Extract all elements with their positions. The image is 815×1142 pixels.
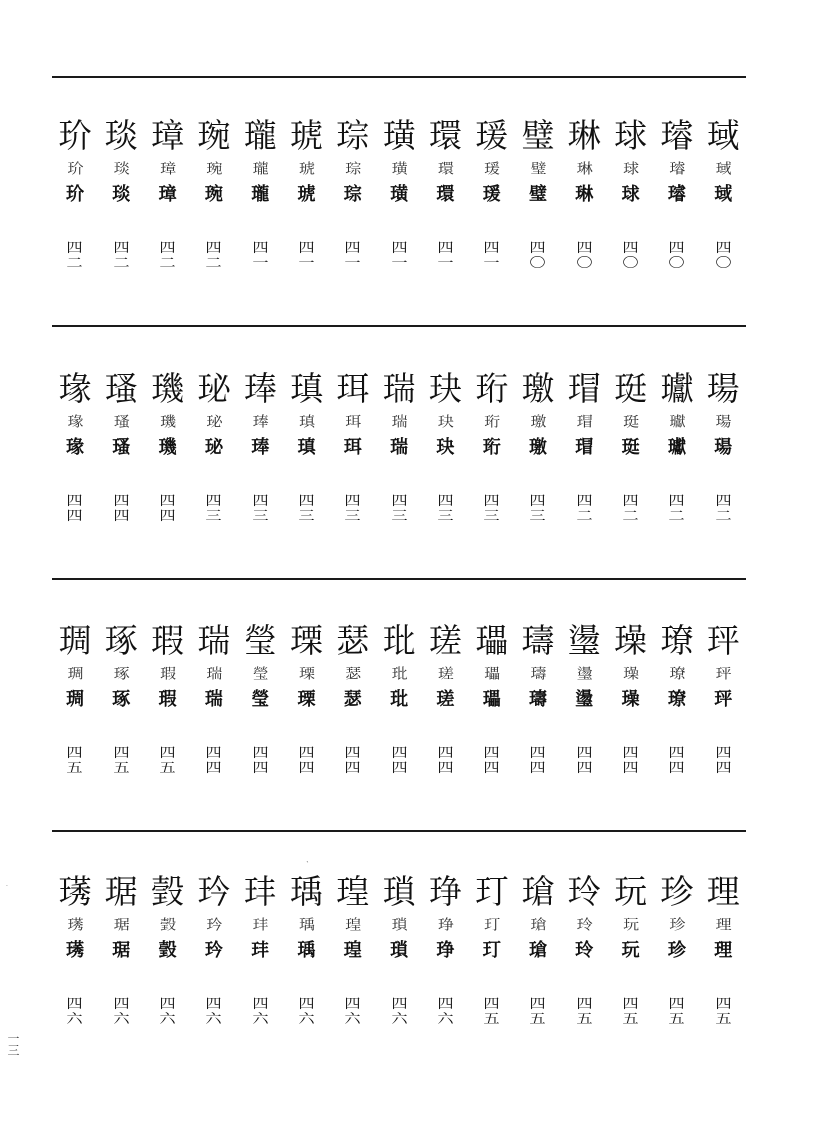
regular-script-character: 琳 xyxy=(567,116,601,155)
seal-script-character: 球 xyxy=(623,160,639,178)
regular-script-character: 瑮 xyxy=(290,621,323,660)
seal-script-character: 瑞 xyxy=(391,413,407,431)
small-bold-character: 璋 xyxy=(158,184,177,205)
page-reference-number: 四 〇 xyxy=(715,241,732,271)
seal-script-character: 玩 xyxy=(623,916,639,934)
small-bold-character: 璿 xyxy=(667,184,686,205)
page-reference-number: 四 〇 xyxy=(529,241,547,271)
seal-script-character: 玦 xyxy=(437,413,453,431)
page-reference-number: 四 四 xyxy=(390,746,408,776)
small-bold-character: 玪 xyxy=(204,940,223,961)
small-bold-character: 瑕 xyxy=(158,689,177,710)
seal-script-character: 琰 xyxy=(113,160,129,178)
seal-script-character: 珌 xyxy=(206,413,222,431)
seal-script-character: 瑟 xyxy=(345,665,361,683)
regular-script-character: 瑩 xyxy=(243,621,277,660)
small-bold-character: 珩 xyxy=(482,437,501,458)
page-reference-number: 四 六 xyxy=(66,997,84,1027)
regular-script-character: 璹 xyxy=(521,621,555,660)
regular-script-character: 玲 xyxy=(567,872,601,911)
regular-script-character: 璬 xyxy=(521,369,555,408)
page-reference-number: 四 四 xyxy=(483,746,500,776)
regular-script-character: 琥 xyxy=(290,116,323,155)
page-reference-number: 四 五 xyxy=(576,997,593,1027)
small-bold-character: 璓 xyxy=(66,940,84,961)
seal-script-character: 瑲 xyxy=(530,916,546,934)
seal-script-character: 琢 xyxy=(113,665,129,683)
regular-script-character: 琫 xyxy=(243,369,277,408)
seal-script-character: 瑵 xyxy=(113,413,129,431)
regular-script-character: 珩 xyxy=(475,369,509,408)
regular-script-character: 瑳 xyxy=(428,621,462,660)
regular-script-character: 璓 xyxy=(58,872,92,911)
row-section-4 xyxy=(52,870,746,1100)
small-bold-character: 瑀 xyxy=(297,940,316,961)
seal-script-character: 琬 xyxy=(206,160,222,178)
page-reference-number: 四 六 xyxy=(113,997,130,1027)
regular-script-character: 璣 xyxy=(151,369,185,408)
small-bold-character: 瑮 xyxy=(297,689,316,710)
regular-script-character: 玩 xyxy=(614,872,648,911)
small-bold-character: 瑑 xyxy=(66,437,84,458)
page-reference-number: 四 五 xyxy=(159,746,176,776)
page-reference-number: 四 一 xyxy=(252,241,269,271)
seal-script-character: 璙 xyxy=(669,665,685,683)
page-reference-number: 四 四 xyxy=(205,746,223,776)
page-reference-number: 四 四 xyxy=(159,494,176,524)
page-reference-number: 四 六 xyxy=(205,997,223,1027)
seal-script-character: 瑁 xyxy=(576,413,592,431)
page-reference-number: 四 一 xyxy=(483,241,500,271)
small-bold-character: 玠 xyxy=(66,184,84,205)
page-reference-number: 四 四 xyxy=(529,746,547,776)
seal-script-character: 珍 xyxy=(669,916,685,934)
regular-script-character: 璋 xyxy=(151,116,185,155)
seal-script-character: 瑒 xyxy=(715,413,731,431)
regular-script-character: 琬 xyxy=(197,116,231,155)
page-reference-number: 四 三 xyxy=(205,494,223,524)
regular-script-character: 環 xyxy=(428,116,462,155)
page-reference-number: 四 四 xyxy=(668,746,686,776)
regular-script-character: 璜 xyxy=(382,116,416,155)
regular-script-character: 玪 xyxy=(197,872,231,911)
scan-mark: ` xyxy=(306,861,310,869)
page-reference-number: 四 六 xyxy=(390,997,408,1027)
small-bold-character: 琰 xyxy=(112,184,131,205)
small-bold-character: 璪 xyxy=(621,689,640,710)
edge-tick: · xyxy=(6,883,8,890)
small-bold-character: 瓛 xyxy=(667,437,686,458)
seal-script-character: 玲 xyxy=(576,916,592,934)
regular-script-character: 玎 xyxy=(475,872,509,911)
regular-script-character: 琙 xyxy=(706,116,740,155)
seal-script-character: 玭 xyxy=(391,665,407,683)
seal-script-character: 玤 xyxy=(252,916,268,934)
small-bold-character: 珍 xyxy=(667,940,686,961)
regular-script-character: 瓏 xyxy=(243,116,277,155)
seal-script-character: 瑩 xyxy=(252,665,268,683)
regular-script-character: 瓃 xyxy=(475,621,509,660)
small-bold-character: 璹 xyxy=(529,689,547,710)
seal-script-character: 琚 xyxy=(113,916,129,934)
small-bold-character: 瑝 xyxy=(343,940,362,961)
small-bold-character: 玩 xyxy=(621,940,640,961)
small-bold-character: 琳 xyxy=(575,184,594,205)
small-bold-character: 瑴 xyxy=(158,940,177,961)
small-bold-character: 玤 xyxy=(251,940,270,961)
seal-script-character: 瑱 xyxy=(298,413,314,431)
page-reference-number: 四 三 xyxy=(437,494,454,524)
small-bold-character: 瑒 xyxy=(714,437,733,458)
regular-script-character: 琮 xyxy=(336,116,370,155)
small-bold-character: 瓏 xyxy=(251,184,270,205)
row-section-1 xyxy=(52,114,746,344)
seal-script-character: 瑕 xyxy=(160,665,176,683)
small-bold-character: 瑵 xyxy=(112,437,131,458)
seal-script-character: 瓛 xyxy=(669,413,685,431)
seal-script-character: 琳 xyxy=(576,160,592,178)
regular-script-character: 珌 xyxy=(197,369,231,408)
page-reference-number: 四 四 xyxy=(622,746,639,776)
small-bold-character: 瑳 xyxy=(436,689,455,710)
seal-script-character: 珽 xyxy=(623,413,639,431)
regular-script-character: 瑕 xyxy=(151,621,185,660)
page-reference-number: 四 二 xyxy=(715,494,732,524)
page-reference-number: 四 四 xyxy=(113,494,130,524)
rule-1 xyxy=(52,76,746,78)
small-bold-character: 璜 xyxy=(390,184,409,205)
page-reference-number: 四 六 xyxy=(252,997,269,1027)
page-reference-number: 四 六 xyxy=(437,997,454,1027)
seal-script-character: 玠 xyxy=(67,160,83,178)
seal-script-character: 瑞 xyxy=(206,665,222,683)
page-reference-number: 四 一 xyxy=(344,241,361,271)
small-bold-character: 琫 xyxy=(251,437,270,458)
seal-script-character: 瑴 xyxy=(160,916,176,934)
small-bold-character: 環 xyxy=(436,184,455,205)
regular-script-character: 瑵 xyxy=(104,369,138,408)
regular-script-character: 瑣 xyxy=(382,872,416,911)
regular-script-character: 玦 xyxy=(428,369,462,408)
regular-script-character: 瑝 xyxy=(336,872,370,911)
page-reference-number: 四 三 xyxy=(483,494,500,524)
seal-script-character: 璗 xyxy=(576,665,592,683)
page-reference-number: 四 二 xyxy=(205,241,223,271)
page-reference-number: 四 六 xyxy=(344,997,361,1027)
regular-script-character: 瑀 xyxy=(290,872,323,911)
regular-script-character: 琚 xyxy=(104,872,138,911)
regular-script-character: 璪 xyxy=(614,621,648,660)
page-reference-number: 四 〇 xyxy=(668,241,686,271)
regular-script-character: 瑒 xyxy=(706,369,740,408)
page-reference-number: 四 五 xyxy=(715,997,732,1027)
small-bold-character: 琬 xyxy=(204,184,223,205)
seal-script-character: 瑑 xyxy=(67,413,83,431)
seal-script-character: 璓 xyxy=(67,916,83,934)
seal-script-character: 環 xyxy=(437,160,453,178)
seal-script-character: 瑣 xyxy=(391,916,407,934)
small-bold-character: 玦 xyxy=(436,437,455,458)
page-reference-number: 四 五 xyxy=(483,997,500,1027)
regular-script-character: 璧 xyxy=(521,116,555,155)
page-reference-number: 四 一 xyxy=(390,241,408,271)
small-bold-character: 瑣 xyxy=(390,940,409,961)
small-bold-character: 琢 xyxy=(112,689,131,710)
page-reference-number: 四 三 xyxy=(298,494,315,524)
seal-script-character: 瑮 xyxy=(298,665,314,683)
regular-script-character: 瑗 xyxy=(475,116,509,155)
seal-script-character: 琫 xyxy=(252,413,268,431)
row-section-2 xyxy=(52,367,746,597)
small-bold-character: 珥 xyxy=(343,437,362,458)
small-bold-character: 理 xyxy=(714,940,733,961)
seal-script-character: 璿 xyxy=(669,160,685,178)
small-bold-character: 琙 xyxy=(714,184,733,205)
regular-script-character: 瑟 xyxy=(336,621,370,660)
regular-script-character: 瑞 xyxy=(197,621,231,660)
regular-script-character: 琤 xyxy=(428,872,462,911)
small-bold-character: 瑩 xyxy=(251,689,270,710)
seal-script-character: 琥 xyxy=(298,160,314,178)
small-bold-character: 瑗 xyxy=(482,184,501,205)
page-reference-number: 四 四 xyxy=(298,746,315,776)
page-reference-number: 四 二 xyxy=(159,241,176,271)
small-bold-character: 瓃 xyxy=(482,689,501,710)
page-reference-number: 四 五 xyxy=(66,746,84,776)
small-bold-character: 琱 xyxy=(66,689,84,710)
seal-script-character: 琱 xyxy=(67,665,83,683)
regular-script-character: 璿 xyxy=(660,116,694,155)
regular-script-character: 玶 xyxy=(706,621,740,660)
page-reference-number: 四 四 xyxy=(66,494,84,524)
regular-script-character: 玤 xyxy=(243,872,277,911)
regular-script-character: 琢 xyxy=(104,621,138,660)
regular-script-character: 玭 xyxy=(382,621,416,660)
regular-script-character: 理 xyxy=(706,872,740,911)
page-reference-number: 四 四 xyxy=(576,746,593,776)
page-reference-number: 四 〇 xyxy=(576,241,593,271)
small-bold-character: 琤 xyxy=(436,940,455,961)
page-reference-number: 四 五 xyxy=(622,997,639,1027)
regular-script-character: 瑑 xyxy=(58,369,92,408)
seal-script-character: 璜 xyxy=(391,160,407,178)
regular-script-character: 璗 xyxy=(567,621,601,660)
small-bold-character: 瑱 xyxy=(297,437,316,458)
seal-script-character: 理 xyxy=(715,916,731,934)
small-bold-character: 琮 xyxy=(343,184,362,205)
regular-script-character: 瓛 xyxy=(660,369,694,408)
seal-script-character: 瑗 xyxy=(484,160,500,178)
page-reference-number: 四 四 xyxy=(437,746,454,776)
page-reference-number: 四 三 xyxy=(344,494,361,524)
page-reference-number: 四 二 xyxy=(66,241,84,271)
small-bold-character: 璧 xyxy=(529,184,547,205)
seal-script-character: 璬 xyxy=(530,413,546,431)
small-bold-character: 玭 xyxy=(390,689,409,710)
regular-script-character: 珽 xyxy=(614,369,648,408)
small-bold-character: 瑲 xyxy=(529,940,547,961)
page-reference-number: 四 二 xyxy=(668,494,686,524)
regular-script-character: 琱 xyxy=(58,621,92,660)
small-bold-character: 球 xyxy=(621,184,640,205)
small-bold-character: 瑞 xyxy=(390,437,409,458)
small-bold-character: 璣 xyxy=(158,437,177,458)
page-reference-number: 四 六 xyxy=(298,997,315,1027)
regular-script-character: 珍 xyxy=(660,872,694,911)
small-bold-character: 瑟 xyxy=(343,689,362,710)
page-reference-number: 四 四 xyxy=(344,746,361,776)
seal-script-character: 玎 xyxy=(484,916,500,934)
seal-script-character: 珩 xyxy=(484,413,500,431)
seal-script-character: 璹 xyxy=(530,665,546,683)
page-reference-number: 四 六 xyxy=(159,997,176,1027)
seal-script-character: 璪 xyxy=(623,665,639,683)
page-reference-number: 四 五 xyxy=(529,997,547,1027)
seal-script-character: 玶 xyxy=(715,665,731,683)
small-bold-character: 瑞 xyxy=(204,689,223,710)
page-reference-number: 四 二 xyxy=(113,241,130,271)
page-reference-number: 四 四 xyxy=(252,746,269,776)
small-bold-character: 璬 xyxy=(529,437,547,458)
page-reference-number: 四 〇 xyxy=(622,241,639,271)
page-reference-number: 四 一 xyxy=(437,241,454,271)
small-bold-character: 璗 xyxy=(575,689,594,710)
small-bold-character: 珌 xyxy=(204,437,223,458)
seal-script-character: 琙 xyxy=(715,160,731,178)
seal-script-character: 瑳 xyxy=(437,665,453,683)
page-reference-number: 四 五 xyxy=(113,746,130,776)
seal-script-character: 瓏 xyxy=(252,160,268,178)
page-reference-number: 四 一 xyxy=(298,241,315,271)
seal-script-character: 璋 xyxy=(160,160,176,178)
seal-script-character: 琮 xyxy=(345,160,361,178)
seal-script-character: 瑀 xyxy=(298,916,314,934)
page-number: 一三 xyxy=(6,1032,20,1056)
seal-script-character: 琤 xyxy=(437,916,453,934)
regular-script-character: 琰 xyxy=(104,116,138,155)
row-section-3 xyxy=(52,619,746,849)
seal-script-character: 璧 xyxy=(530,160,546,178)
seal-script-character: 瑝 xyxy=(345,916,361,934)
small-bold-character: 玶 xyxy=(714,689,733,710)
seal-script-character: 珥 xyxy=(345,413,361,431)
small-bold-character: 璙 xyxy=(667,689,686,710)
small-bold-character: 琚 xyxy=(112,940,131,961)
regular-script-character: 瑲 xyxy=(521,872,555,911)
page-reference-number: 四 二 xyxy=(622,494,639,524)
page-reference-number: 四 三 xyxy=(529,494,547,524)
page-reference-number: 四 三 xyxy=(252,494,269,524)
small-bold-character: 琥 xyxy=(297,184,316,205)
regular-script-character: 玠 xyxy=(58,116,92,155)
regular-script-character: 珥 xyxy=(336,369,370,408)
regular-script-character: 球 xyxy=(614,116,648,155)
regular-script-character: 璙 xyxy=(660,621,694,660)
regular-script-character: 瑴 xyxy=(151,872,185,911)
page-reference-number: 四 三 xyxy=(390,494,408,524)
regular-script-character: 瑱 xyxy=(290,369,323,408)
page-reference-number: 四 二 xyxy=(576,494,593,524)
regular-script-character: 瑞 xyxy=(382,369,416,408)
small-bold-character: 珽 xyxy=(621,437,640,458)
small-bold-character: 玎 xyxy=(482,940,501,961)
seal-script-character: 玪 xyxy=(206,916,222,934)
regular-script-character: 瑁 xyxy=(567,369,601,408)
seal-script-character: 璣 xyxy=(160,413,176,431)
small-bold-character: 瑁 xyxy=(575,437,594,458)
seal-script-character: 瓃 xyxy=(484,665,500,683)
page-reference-number: 四 五 xyxy=(668,997,686,1027)
page-reference-number: 四 四 xyxy=(715,746,732,776)
small-bold-character: 玲 xyxy=(575,940,594,961)
